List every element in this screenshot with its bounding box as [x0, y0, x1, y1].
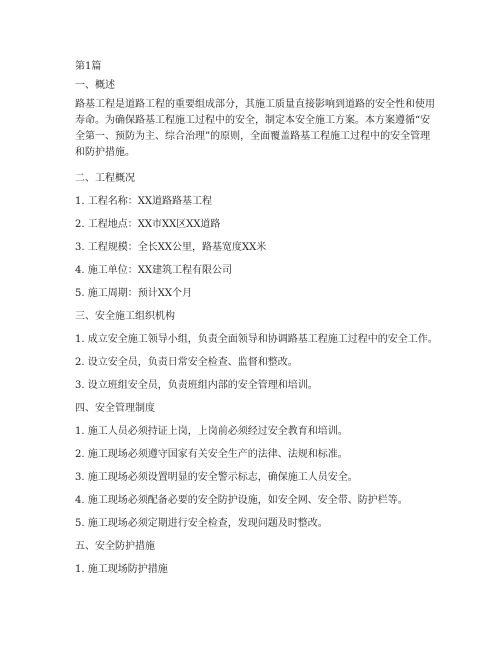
project-item-3: 3. 工程规模：全长XX公里，路基宽度XX米 [75, 242, 267, 253]
project-item-4: 4. 施工单位：XX建筑工程有限公司 [75, 265, 232, 276]
section-heading-management: 四、安全管理制度 [75, 403, 155, 414]
section-heading-protection: 五、安全防护措施 [75, 541, 155, 552]
management-item-4: 4. 施工现场必须配备必要的安全防护设施，如安全网、安全带、防护栏等。 [75, 495, 408, 506]
part-title: 第1篇 [75, 61, 102, 72]
section-heading-project: 二、工程概况 [75, 173, 135, 184]
protection-item-1: 1. 施工现场防护措施 [75, 564, 168, 575]
overview-line-2: 寿命。为确保路基工程施工过程中的安全，制定本安全施工方案。本方案遵循“安 [75, 115, 431, 126]
overview-line-1: 路基工程是道路工程的重要组成部分，其施工质量直接影响到道路的安全性和使用 [75, 99, 435, 110]
overview-line-4: 和防护措施。 [75, 147, 135, 158]
management-item-1: 1. 施工人员必须持证上岗，上岗前必须经过安全教育和培训。 [75, 426, 348, 437]
section-heading-organization: 三、安全施工组织机构 [75, 311, 175, 322]
organization-item-2: 2. 设立安全员，负责日常安全检查、监督和整改。 [75, 357, 298, 368]
management-item-2: 2. 施工现场必须遵守国家有关安全生产的法律、法规和标准。 [75, 449, 348, 460]
organization-item-1: 1. 成立安全施工领导小组，负责全面领导和协调路基工程施工过程中的安全工作。 [75, 334, 438, 345]
organization-item-3: 3. 设立班组安全员，负责班组内部的安全管理和培训。 [75, 380, 318, 391]
project-item-2: 2. 工程地点：XX市XX区XX道路 [75, 219, 221, 230]
management-item-5: 5. 施工现场必须定期进行安全检查，发现问题及时整改。 [75, 518, 328, 529]
overview-line-3: 全第一、预防为主、综合治理”的原则，全面覆盖路基工程施工过程中的安全管理 [75, 131, 431, 142]
management-item-3: 3. 施工现场必须设置明显的安全警示标志，确保施工人员安全。 [75, 472, 358, 483]
project-item-5: 5. 施工周期：预计XX个月 [75, 288, 192, 299]
project-item-1: 1. 工程名称：XX道路路基工程 [75, 196, 212, 207]
section-heading-overview: 一、概述 [75, 80, 115, 91]
